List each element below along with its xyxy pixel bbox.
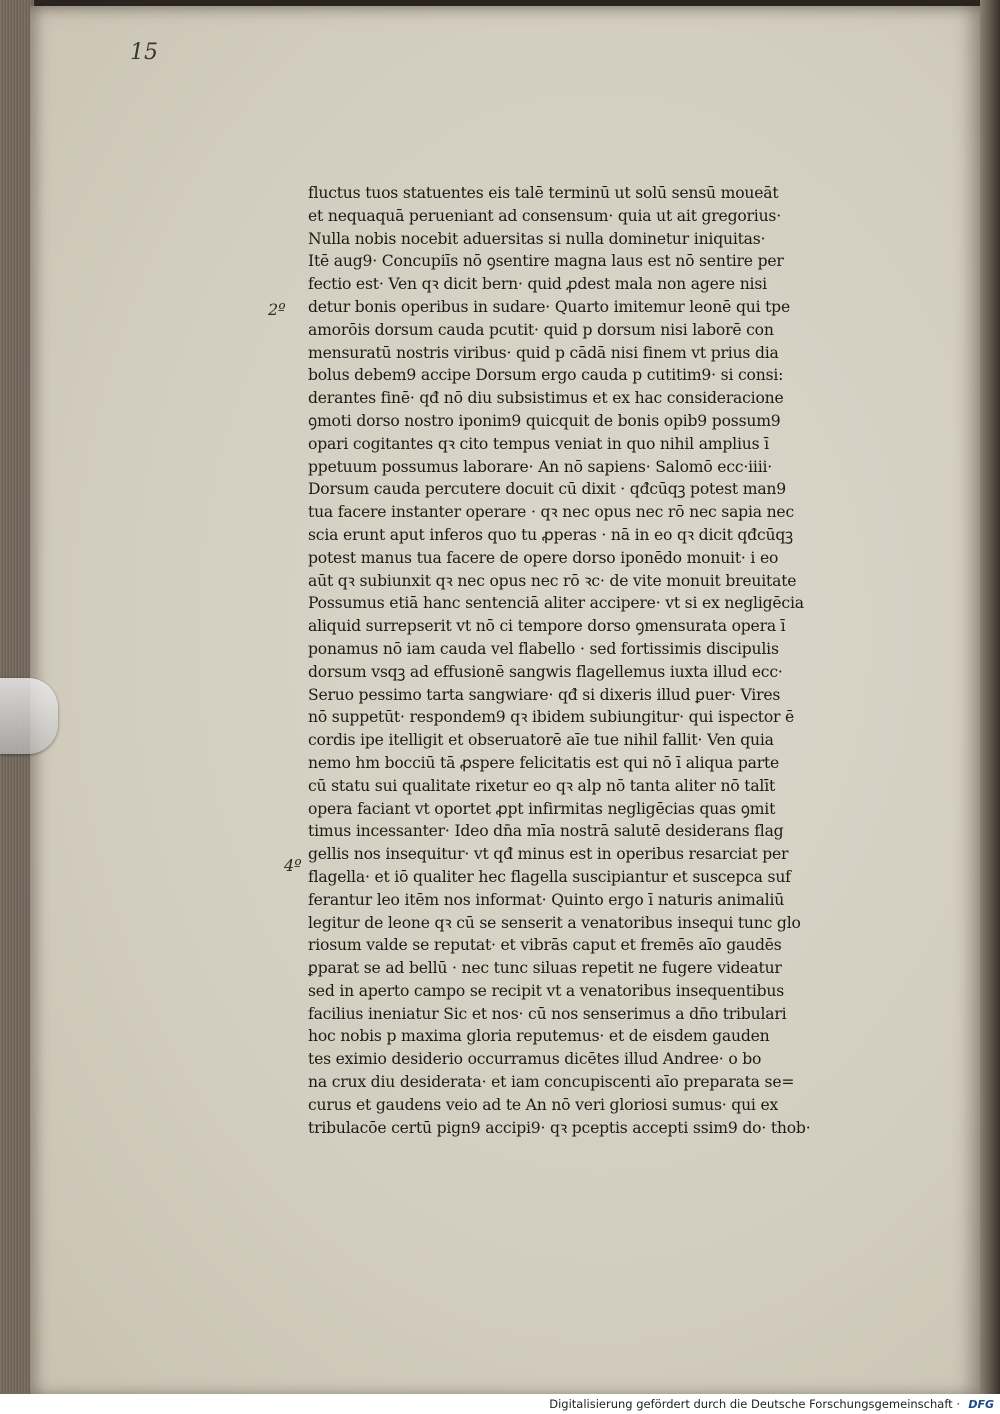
text-line: bolus debem9 accipe Dorsum ergo cauda p cutitim9· si consi: xyxy=(308,366,784,385)
text-line: tribulacōe certū pign9 accipi9· qꝛ pceptis accepti ssim9 do· thob· xyxy=(308,1118,811,1137)
text-line: opera faciant vt oportet ꝓpt infirmitas negligēcias quas ꝯmit xyxy=(308,799,776,818)
margin-note: 2º xyxy=(268,300,286,319)
text-line: potest manus tua facere de opere dorso iponēdo monuit· i eo xyxy=(308,548,779,567)
text-line: amorōis dorsum cauda pcutit· quid p dorsum nisi laborē con xyxy=(308,320,774,339)
text-line: opari cogitantes qꝛ cito tempus veniat in quo nihil amplius ī xyxy=(308,434,769,453)
text-line: aūt qꝛ subiunxit qꝛ nec opus nec rō ꝛc· de vite monuit breuitate xyxy=(308,571,797,590)
text-line: Dorsum cauda percutere docuit cū dixit · qđcūqꝫ potest man9 xyxy=(308,480,786,499)
text-line: ꝑparat se ad bellū · nec tunc siluas repetit ne fugere videatur xyxy=(308,959,782,978)
text-line: curus et gaudens veio ad te An nō veri gloriosi sumus· qui ex xyxy=(308,1095,779,1114)
binding-shadow xyxy=(980,0,1000,1414)
text-line: detur bonis operibus in sudare· Quarto imitemur leonē qui tpe xyxy=(308,297,790,316)
dfg-logo: DFG xyxy=(968,1398,994,1411)
text-line: nō suppetūt· respondem9 qꝛ ibidem subiungitur· qui ispector ē xyxy=(308,708,795,727)
text-line: facilius ineniatur Sic et nos· cū nos senserimus a dn̄o tribulari xyxy=(308,1004,787,1023)
text-line: legitur de leone qꝛ cū se senserit a venatoribus insequi tunc glo xyxy=(308,913,801,932)
text-line: aliquid surrepserit vt nō ci tempore dorso ꝯmensurata opera ī xyxy=(308,617,786,636)
text-line: cordis ipe itelligit et obseruatorē aīe tue nihil fallit· Ven quia xyxy=(308,731,774,750)
text-line: riosum valde se reputat· et vibrās caput et fremēs aīo gaudēs xyxy=(308,936,782,955)
text-line: fectio est· Ven qꝛ dicit bern· quid ꝓdest mala non agere nisi xyxy=(308,275,767,294)
margin-note: 4º xyxy=(284,856,302,875)
funding-credit: Digitalisierung gefördert durch die Deutsche Forschungsgemeinschaft · xyxy=(549,1397,960,1411)
text-line: fluctus tuos statuentes eis talē terminū ut solū sensū moueāt xyxy=(308,184,779,202)
text-line: ppetuum possumus laborare· An nō sapiens· Salomō ecc·iiii· xyxy=(308,457,773,476)
text-line: derantes finē· qđ nō diu subsistimus et ex hac consideracione xyxy=(308,389,784,408)
text-line: flagella· et iō qualiter hec flagella suscipiantur et suscepca suf xyxy=(308,867,791,886)
text-line: ferantur leo itēm nos informat· Quinto ergo ī naturis animaliū xyxy=(308,890,785,909)
text-line: tes eximio desiderio occurramus dicētes illud Andree· o bo xyxy=(308,1050,762,1069)
text-line: timus incessanter· Ideo dn̄a mīa nostrā salutē desiderans flag xyxy=(308,822,784,841)
text-line: Nulla nobis nocebit aduersitas si nulla dominetur iniquitas· xyxy=(308,229,766,248)
text-line: Itē aug9· Concupiīs nō ꝯsentire magna laus est nō sentire per xyxy=(308,252,784,271)
text-line: nemo hm bocciū tā ꝓspere felicitatis est qui nō ī aliqua parte xyxy=(308,753,780,772)
text-line: dorsum vsqꝫ ad effusionē sangwis flagellemus iuxta illud ecc· xyxy=(308,662,783,681)
text-line: scia erunt aput inferos quo tu ꝓperas · nā in eo qꝛ dicit qđcūqꝫ xyxy=(308,525,793,544)
folio-number: 15 xyxy=(130,40,158,65)
text-line: ꝯmoti dorso nostro iponim9 quicquit de bonis opib9 possum9 xyxy=(308,411,781,430)
page-holder-clip xyxy=(0,678,58,754)
footer-bar xyxy=(0,1394,1000,1414)
text-line: sed in aperto campo se recipit vt a venatoribus insequentibus xyxy=(308,981,785,1000)
text-line: tua facere instanter operare · qꝛ nec opus nec rō nec sapia nec xyxy=(308,503,794,522)
text-line: hoc nobis p maxima gloria reputemus· et de eisdem gauden xyxy=(308,1027,770,1046)
text-line: ponamus nō iam cauda vel flabello · sed fortissimis discipulis xyxy=(308,639,779,658)
text-line: Seruo pessimo tarta sangwiare· qđ si dixeris illud ꝑuer· Vires xyxy=(308,685,781,704)
text-line: na crux diu desiderata· et iam concupiscenti aīo preparata se= xyxy=(308,1073,795,1092)
text-column xyxy=(308,182,893,1139)
text-line: gellis nos insequitur· vt qđ minus est in operibus resarciat per xyxy=(308,845,789,864)
text-line: cū statu sui qualitate rixetur eo qꝛ alp nō tanta aliter nō talīt xyxy=(308,776,776,795)
text-line: Possumus etiā hanc sentenciā aliter accipere· vt si ex negligēcia xyxy=(308,594,804,613)
text-line: et nequaquā perueniant ad consensum· quia ut ait gregorius· xyxy=(308,206,781,225)
text-line: mensuratū nostris viribus· quid p cādā nisi finem vt prius dia xyxy=(308,343,779,362)
